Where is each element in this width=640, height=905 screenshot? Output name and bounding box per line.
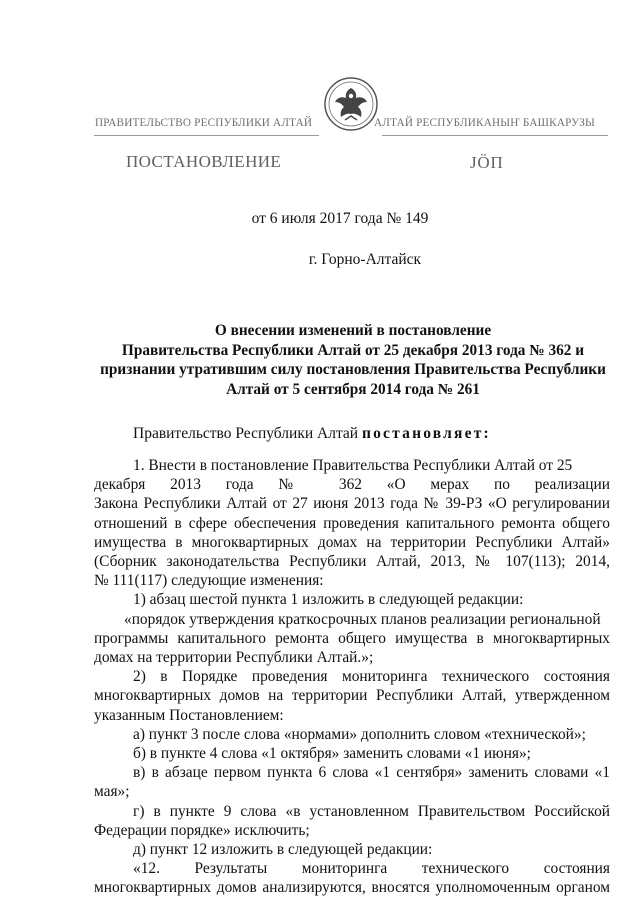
header-divider-left xyxy=(94,135,319,136)
body-line: (Сборник законодательства Республики Алтай, 2013, № 107(113); 2014, xyxy=(94,553,610,571)
body-line: декабря 2013 года № 362 «О мерах по реализации xyxy=(94,476,610,494)
body-line: г) в пункте 9 слова «в установленном Правительством Российской xyxy=(133,802,610,820)
document-city: г. Горно-Алтайск xyxy=(308,251,422,268)
body-line: отношений в сфере обеспечения проведения капитального ремонта общего xyxy=(94,514,610,532)
preamble xyxy=(133,425,491,443)
body-line: а) пункт 3 после слова «нормами» дополнить словом «технической»; xyxy=(133,725,586,743)
coat-of-arms-emblem-icon xyxy=(323,76,379,132)
header-government-name-alt: АЛТАЙ РЕСПУБЛИКАНЫҤ БАШКАРУЗЫ xyxy=(374,117,595,129)
preamble-text: Правительство Республики Алтай xyxy=(133,425,362,442)
body-line: 1. Внести в постановление Правительства Республики Алтай от 25 xyxy=(133,457,573,474)
body-line: домах на территории Республики Алтай.»; xyxy=(94,649,374,667)
body-line: Закона Республики Алтай от 27 июня 2013 года № 39-РЗ «О регулировании xyxy=(94,495,610,513)
body-line: в) в абзаце первом пункта 6 слова «1 сентября» заменить словами «1 xyxy=(133,764,610,782)
body-line: имущества в многоквартирных домах на территории Республики Алтай» xyxy=(94,533,610,551)
body-line: «12. Результаты мониторинга технического состояния xyxy=(133,860,610,878)
document-type-ru: ПОСТАНОВЛЕНИЕ xyxy=(126,152,282,171)
body-line: 1) абзац шестой пункта 1 изложить в следующей редакции: xyxy=(133,591,524,609)
body-line: программы капитального ремонта общего имущества в многоквартирных xyxy=(94,629,610,647)
body-line: 2) в Порядке проведения мониторинга технического состояния xyxy=(133,668,610,686)
title-line: Правительства Республики Алтай от 25 декабря 2013 года № 362 и xyxy=(121,341,585,359)
title-line: признании утратившим силу постановления Правительства Республики xyxy=(100,361,606,378)
document-date-number: от 6 июля 2017 года № 149 xyxy=(251,210,429,227)
header-divider-right xyxy=(382,135,608,136)
body-line: указанным Постановлением: xyxy=(94,706,284,724)
header-government-name-ru: ПРАВИТЕЛЬСТВО РЕСПУБЛИКИ АЛТАЙ xyxy=(95,117,313,129)
body-line: д) пункт 12 изложить в следующей редакции: xyxy=(133,841,433,859)
document-body xyxy=(94,456,610,898)
document-type-alt: ЈӦП xyxy=(470,153,504,172)
body-line: «порядок утверждения краткосрочных планов реализации региональной xyxy=(124,610,601,628)
title-line: Алтай от 5 сентября 2014 года № 261 xyxy=(226,380,480,398)
body-line: б) в пункте 4 слова «1 октября» заменить словами «1 июня»; xyxy=(133,745,531,763)
body-line: мая»; xyxy=(94,783,130,801)
body-line: многоквартирных домов на территории Республики Алтай, утвержденном xyxy=(94,687,610,705)
preamble-emphasis: постановляет: xyxy=(361,425,491,442)
title-line: О внесении изменений в постановление xyxy=(214,322,492,339)
body-line: № 111(117) следующие изменения: xyxy=(94,572,324,590)
body-line: многоквартирных домов анализируются, вносятся уполномоченным органом xyxy=(94,879,610,897)
document-title xyxy=(97,321,609,399)
body-line: Федерации порядке» исключить; xyxy=(94,821,310,839)
